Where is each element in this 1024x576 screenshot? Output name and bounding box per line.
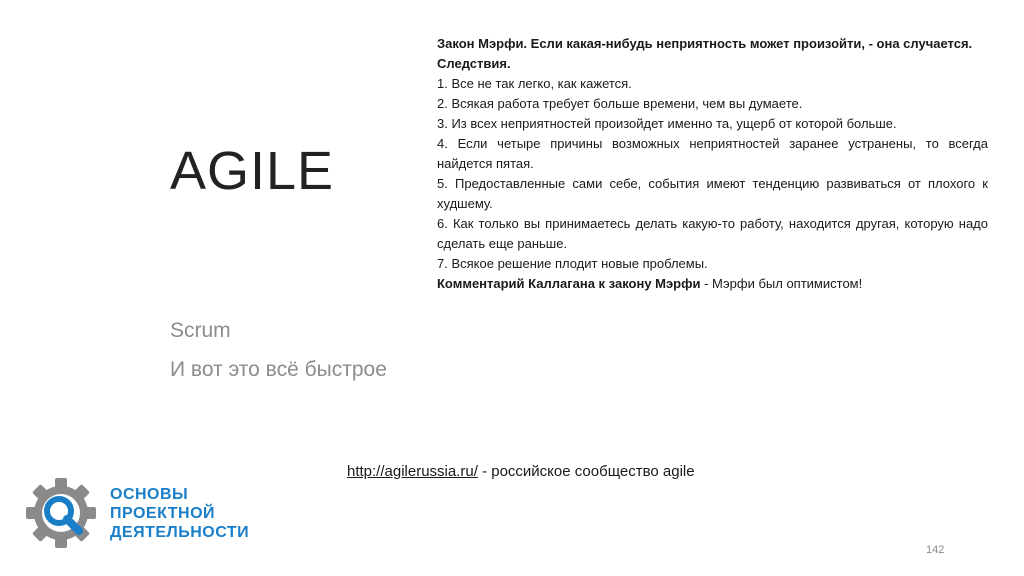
subtitle-fast: И вот это всё быстрое (170, 358, 387, 381)
callahan-comment-bold: Комментарий Каллагана к закону Мэрфи (437, 276, 701, 291)
agilerussia-link[interactable]: http://agilerussia.ru/ (347, 463, 478, 480)
corollary-item: 7. Всякое решение плодит новые проблемы. (437, 256, 708, 271)
logo-line-3: ДЕЯТЕЛЬНОСТИ (110, 524, 250, 541)
subtitle-scrum: Scrum (170, 319, 231, 342)
gear-magnifier-icon (24, 476, 98, 550)
logo-line-2: ПРОЕКТНОЙ (110, 505, 216, 522)
murphy-law-text-block (437, 34, 988, 294)
corollary-item: 6. Как только вы принимаетесь делать какую-то работу, находится другая, которую надо сделать еще раньше. (437, 216, 988, 251)
agile-community-description: - российское сообщество agile (477, 463, 695, 480)
callahan-comment (437, 274, 988, 294)
slide-title: AGILE (170, 141, 335, 201)
corollary-item: 5. Предоставленные сами себе, события имеют тенденцию развиваться от плохого к худшему. (437, 176, 988, 211)
logo-line-1: ОСНОВЫ (110, 486, 189, 503)
corollary-item: 2. Всякая работа требует больше времени, чем вы думаете. (437, 96, 803, 111)
agile-community-line (347, 463, 695, 480)
logo-text (110, 485, 249, 542)
corollary-item: 3. Из всех неприятностей произойдет именно та, ущерб от которой больше. (437, 116, 897, 131)
callahan-comment-rest: - Мэрфи был оптимистом! (700, 276, 863, 291)
corollaries-heading: Следствия. (437, 56, 511, 71)
page-number: 142 (926, 544, 945, 556)
corollary-item: 4. Если четыре причины возможных неприятностей заранее устранены, то всегда найдется пятая. (437, 136, 988, 171)
corollary-item: 1. Все не так легко, как кажется. (437, 76, 632, 91)
murphy-law-statement: Закон Мэрфи. Если какая-нибудь неприятность может произойти, - она случается. (437, 36, 973, 51)
